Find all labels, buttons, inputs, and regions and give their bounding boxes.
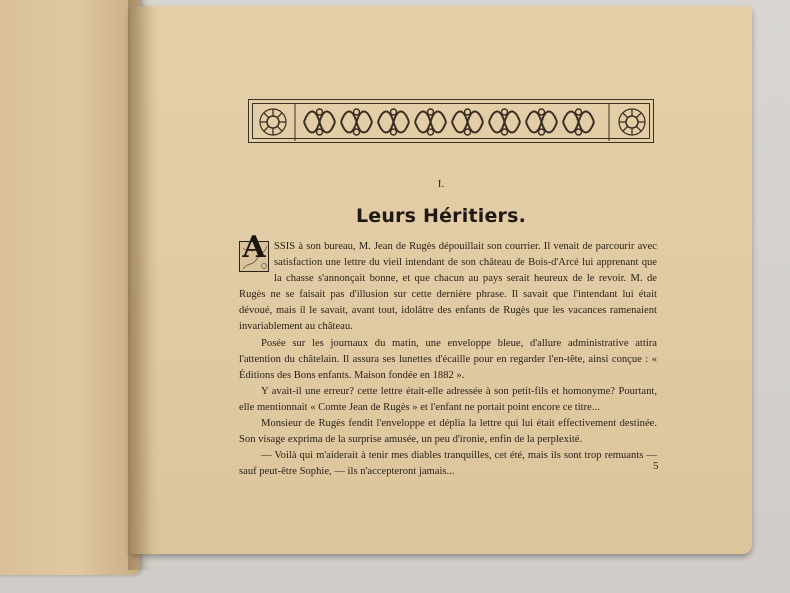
ornament-petal <box>636 113 641 118</box>
facing-page <box>0 0 140 575</box>
body-text <box>239 230 657 480</box>
paragraph-1 <box>239 230 657 336</box>
ornament-curl <box>539 129 545 135</box>
ornament-petal <box>623 126 628 131</box>
book-page <box>130 6 752 554</box>
ornament-pattern <box>249 100 655 144</box>
ornament-curl <box>465 129 471 135</box>
ornament-curl <box>354 109 360 115</box>
ornament-curl <box>428 109 434 115</box>
ornament-petal <box>264 113 269 118</box>
ornament-curl <box>576 129 582 135</box>
ornament-curl <box>576 109 582 115</box>
ornament-curl <box>391 109 397 115</box>
paragraph-5: — Voilà qui m'aiderait à tenir mes diables tranquilles, cet été, mais ils sont trop remuants — sauf peut-être Sophie, — ils n'accepteront jamais... <box>239 450 657 478</box>
ornament-curl <box>391 129 397 135</box>
chapter-number: I. <box>437 178 445 190</box>
ornament-petal <box>623 113 628 118</box>
ornament-petal <box>636 126 641 131</box>
paragraph-4: Monsieur de Rugès fendit l'enveloppe et déplia la lettre qui lui était effectivement destinée. Son visage exprima de la surprise amusée, un peu d'ironie, enfin de la perplexité. <box>239 418 657 446</box>
paragraph-1-text: SSIS à son bureau, M. Jean de Rugès dépouillait son courrier. Il venait de parcourir avec satisfaction une lettre du vieil intendant de son château de Bois-d'Arcé lui apprenant que la chasse s'annonçait bonne, et que chacun au pays serait heureux de le revoir. M. de Rugès ne se faisait pas d'illusion sur cette dernière phrase. Il savait que l'intendant lui était dévoué, mais il le savait, avant tout, idolâtre des enfants de Rugès que les vacances ramenaient invariablement au château. <box>239 241 657 333</box>
drop-cap <box>239 230 269 272</box>
ornament-curl <box>354 129 360 135</box>
ornament-petal <box>277 113 282 118</box>
page-number: 5 <box>653 460 659 472</box>
ornament-petal <box>264 126 269 131</box>
ornament-curl <box>539 109 545 115</box>
ornament-rosette-core <box>267 116 279 128</box>
ornament-rosette-core <box>626 116 638 128</box>
ornament-curl <box>317 109 323 115</box>
ornamental-header-band <box>248 99 654 143</box>
ornament-curl <box>502 129 508 135</box>
book-gutter <box>128 0 152 570</box>
ornament-curl <box>465 109 471 115</box>
ornament-curl <box>428 129 434 135</box>
ornament-curl <box>502 109 508 115</box>
paragraph-2: Posée sur les journaux du matin, une enveloppe bleue, d'allure administrative attira l'attention du châtelain. Il assura ses lunettes d'écaille pour en regarder l'en-tête, ainsi conçue : « Éditions des Bons enfants. Maison fondée en 1882 ». <box>239 337 657 381</box>
drop-cap-letter: A <box>242 230 266 265</box>
chapter-title: Leurs Héritiers. <box>355 205 527 227</box>
paragraph-3: Y avait-il une erreur? cette lettre était-elle adressée à son petit-fils et homonyme? Pourtant, elle mentionnait « Comte Jean de Rugès » et l'enfant ne portait point encore ce titre... <box>239 385 657 413</box>
ornament-curl <box>317 129 323 135</box>
ornament-petal <box>277 126 282 131</box>
